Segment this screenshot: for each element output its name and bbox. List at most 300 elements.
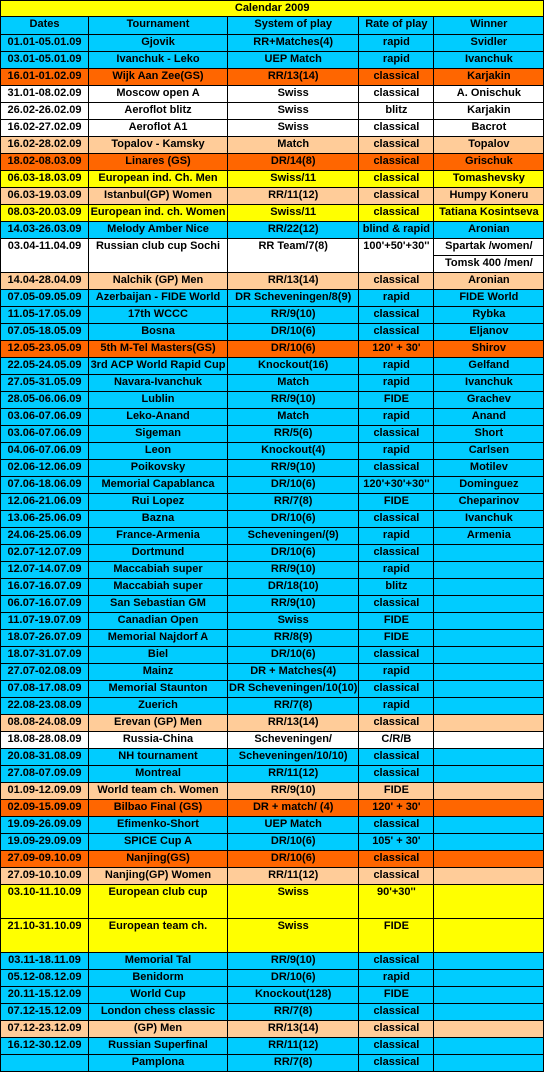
cell-tournament: Russia-China <box>89 732 228 749</box>
table-row <box>1 205 544 222</box>
cell-system: Knockout(128) <box>228 987 359 1004</box>
cell-dates: 07.08-17.08.09 <box>1 681 89 698</box>
table-row <box>1 647 544 664</box>
cell-system: DR/10(6) <box>228 324 359 341</box>
cell-dates: 01.09-12.09.09 <box>1 783 89 800</box>
cell-dates: 27.09-10.10.09 <box>1 868 89 885</box>
cell-system: RR/9(10) <box>228 953 359 970</box>
cell-dates: 20.11-15.12.09 <box>1 987 89 1004</box>
cell-tournament: France-Armenia <box>89 528 228 545</box>
cell-tournament: Poikovsky <box>89 460 228 477</box>
cell-dates: 06.07-16.07.09 <box>1 596 89 613</box>
cell-rate: classical <box>359 766 434 783</box>
cell-tournament: Maccabiah super <box>89 562 228 579</box>
cell-winner <box>434 868 544 885</box>
table-row <box>1 460 544 477</box>
cell-tournament: Canadian Open <box>89 613 228 630</box>
cell-winner <box>434 732 544 749</box>
cell-system: Scheveningen/ <box>228 732 359 749</box>
table-row <box>1 103 544 120</box>
table-row <box>1 392 544 409</box>
cell-system: RR/7(8) <box>228 1004 359 1021</box>
cell-system: RR/13(14) <box>228 715 359 732</box>
cell-dates: 18.07-26.07.09 <box>1 630 89 647</box>
cell-dates: 28.05-06.06.09 <box>1 392 89 409</box>
cell-winner: Ivanchuk <box>434 375 544 392</box>
cell-dates: 02.07-12.07.09 <box>1 545 89 562</box>
table-row <box>1 681 544 698</box>
table-row <box>1 1055 544 1072</box>
table-row <box>1 409 544 426</box>
cell-dates: 03.11-18.11.09 <box>1 953 89 970</box>
table-row <box>1 171 544 188</box>
cell-dates: 27.08-07.09.09 <box>1 766 89 783</box>
cell-dates: 07.12-23.12.09 <box>1 1021 89 1038</box>
cell-rate: FIDE <box>359 919 434 953</box>
cell-tournament: Nanjing(GP) Women <box>89 868 228 885</box>
cell-dates: 31.01-08.02.09 <box>1 86 89 103</box>
cell-dates: 14.04-28.04.09 <box>1 273 89 290</box>
cell-dates: 18.02-08.03.09 <box>1 154 89 171</box>
cell-winner-line: Spartak /women/ <box>434 239 543 256</box>
cell-rate: classical <box>359 596 434 613</box>
cell-rate: FIDE <box>359 613 434 630</box>
cell-system: RR/11(12) <box>228 766 359 783</box>
cell-system: Swiss <box>228 919 359 953</box>
table-row <box>1 596 544 613</box>
table-row <box>1 817 544 834</box>
table-row <box>1 766 544 783</box>
cell-tournament: Memorial Najdorf A <box>89 630 228 647</box>
table-row <box>1 715 544 732</box>
cell-dates: 03.06-07.06.09 <box>1 409 89 426</box>
cell-winner: Grachev <box>434 392 544 409</box>
cell-dates: 27.07-02.08.09 <box>1 664 89 681</box>
table-row <box>1 307 544 324</box>
cell-tournament: London chess classic <box>89 1004 228 1021</box>
cell-dates: 21.10-31.10.09 <box>1 919 89 953</box>
cell-system: RR Team/7(8) <box>228 239 359 273</box>
cell-winner: Gelfand <box>434 358 544 375</box>
header-row <box>1 17 544 35</box>
table-row <box>1 885 544 919</box>
cell-tournament: 17th WCCC <box>89 307 228 324</box>
cell-system: DR/14(8) <box>228 154 359 171</box>
cell-system: RR/7(8) <box>228 494 359 511</box>
cell-tournament: Bosna <box>89 324 228 341</box>
cell-tournament: Rui Lopez <box>89 494 228 511</box>
cell-rate: FIDE <box>359 494 434 511</box>
cell-winner <box>434 987 544 1004</box>
cell-winner <box>434 545 544 562</box>
cell-dates: 08.08-24.08.09 <box>1 715 89 732</box>
cell-dates: 07.06-18.06.09 <box>1 477 89 494</box>
table-row <box>1 137 544 154</box>
cell-rate: rapid <box>359 35 434 52</box>
table-row <box>1 613 544 630</box>
table-row <box>1 698 544 715</box>
cell-dates: 26.02-26.02.09 <box>1 103 89 120</box>
cell-system: RR/9(10) <box>228 596 359 613</box>
cell-tournament: Memorial Staunton <box>89 681 228 698</box>
table-row <box>1 749 544 766</box>
table-row <box>1 375 544 392</box>
table-row <box>1 154 544 171</box>
cell-winner: Tomashevsky <box>434 171 544 188</box>
cell-tournament: Azerbaijan - FIDE World <box>89 290 228 307</box>
cell-system: UEP Match <box>228 817 359 834</box>
cell-tournament: Russian club cup Sochi <box>89 239 228 273</box>
cell-system: Swiss <box>228 120 359 137</box>
table-row <box>1 443 544 460</box>
cell-tournament: Linares (GS) <box>89 154 228 171</box>
cell-winner: FIDE World <box>434 290 544 307</box>
table-row <box>1 273 544 290</box>
cell-tournament: Sigeman <box>89 426 228 443</box>
cell-system: DR Scheveningen/10(10) <box>228 681 359 698</box>
cell-tournament: Memorial Tal <box>89 953 228 970</box>
cell-dates: 19.09-26.09.09 <box>1 817 89 834</box>
cell-dates: 16.12-30.12.09 <box>1 1038 89 1055</box>
cell-tournament: 3rd ACP World Rapid Cup <box>89 358 228 375</box>
cell-tournament: Biel <box>89 647 228 664</box>
cell-winner <box>434 834 544 851</box>
cell-system: RR/13(14) <box>228 273 359 290</box>
cell-rate: FIDE <box>359 783 434 800</box>
table-row <box>1 732 544 749</box>
cell-system: Swiss <box>228 103 359 120</box>
cell-rate: rapid <box>359 290 434 307</box>
cell-winner: Ivanchuk <box>434 511 544 528</box>
cell-rate: classical <box>359 171 434 188</box>
cell-dates: 11.07-19.07.09 <box>1 613 89 630</box>
cell-dates: 03.06-07.06.09 <box>1 426 89 443</box>
table-row <box>1 834 544 851</box>
cell-dates: 24.06-25.06.09 <box>1 528 89 545</box>
table-row <box>1 341 544 358</box>
table-row <box>1 562 544 579</box>
cell-tournament: Mainz <box>89 664 228 681</box>
cell-rate: 120'+30'+30'' <box>359 477 434 494</box>
cell-rate: 120' + 30' <box>359 341 434 358</box>
cell-rate: rapid <box>359 528 434 545</box>
cell-system: RR/9(10) <box>228 562 359 579</box>
table-row <box>1 919 544 953</box>
cell-winner: Tatiana Kosintseva <box>434 205 544 222</box>
cell-rate: classical <box>359 273 434 290</box>
cell-system: Swiss <box>228 86 359 103</box>
cell-tournament: Erevan (GP) Men <box>89 715 228 732</box>
cell-tournament: Topalov - Kamsky <box>89 137 228 154</box>
cell-winner <box>434 647 544 664</box>
cell-system: Knockout(16) <box>228 358 359 375</box>
table-row <box>1 290 544 307</box>
cell-rate: classical <box>359 86 434 103</box>
cell-tournament: World team ch. Women <box>89 783 228 800</box>
cell-dates: 06.03-18.03.09 <box>1 171 89 188</box>
cell-winner <box>434 919 544 953</box>
cell-rate: rapid <box>359 375 434 392</box>
cell-winner <box>434 698 544 715</box>
cell-rate: rapid <box>359 562 434 579</box>
cell-winner <box>434 562 544 579</box>
cell-winner <box>434 953 544 970</box>
cell-tournament: Navara-Ivanchuk <box>89 375 228 392</box>
cell-tournament: Benidorm <box>89 970 228 987</box>
table-row <box>1 120 544 137</box>
cell-dates: 12.06-21.06.09 <box>1 494 89 511</box>
cell-dates: 08.03-20.03.09 <box>1 205 89 222</box>
cell-dates: 03.04-11.04.09 <box>1 239 89 273</box>
cell-system: Match <box>228 137 359 154</box>
table-row <box>1 987 544 1004</box>
cell-system: RR/7(8) <box>228 1055 359 1072</box>
cell-tournament: Nanjing(GS) <box>89 851 228 868</box>
cell-winner <box>434 1004 544 1021</box>
table-row <box>1 783 544 800</box>
cell-winner <box>434 630 544 647</box>
cell-winner: Aronian <box>434 273 544 290</box>
cell-rate: FIDE <box>359 987 434 1004</box>
cell-dates: 22.05-24.05.09 <box>1 358 89 375</box>
cell-winner <box>434 1055 544 1072</box>
cell-rate: 90'+30'' <box>359 885 434 919</box>
cell-system: RR/9(10) <box>228 783 359 800</box>
cell-rate: rapid <box>359 970 434 987</box>
cell-rate: 105' + 30' <box>359 834 434 851</box>
cell-system: DR + match/ (4) <box>228 800 359 817</box>
cell-system: Swiss/11 <box>228 205 359 222</box>
table-row <box>1 1038 544 1055</box>
cell-winner: Carlsen <box>434 443 544 460</box>
cell-dates: 03.01-05.01.09 <box>1 52 89 69</box>
cell-system: UEP Match <box>228 52 359 69</box>
cell-dates: 16.01-01.02.09 <box>1 69 89 86</box>
cell-winner: Shirov <box>434 341 544 358</box>
cell-rate: rapid <box>359 409 434 426</box>
cell-tournament: Bazna <box>89 511 228 528</box>
cell-rate: classical <box>359 1021 434 1038</box>
cell-tournament: Leko-Anand <box>89 409 228 426</box>
cell-dates: 13.06-25.06.09 <box>1 511 89 528</box>
cell-tournament: Melody Amber Nice <box>89 222 228 239</box>
cell-rate: classical <box>359 749 434 766</box>
cell-system: DR/10(6) <box>228 545 359 562</box>
cell-winner <box>434 817 544 834</box>
cell-system: RR/13(14) <box>228 1021 359 1038</box>
cell-tournament: 5th M-Tel Masters(GS) <box>89 341 228 358</box>
cell-tournament: Russian Superfinal <box>89 1038 228 1055</box>
table-row <box>1 630 544 647</box>
table-row <box>1 86 544 103</box>
cell-dates: 11.05-17.05.09 <box>1 307 89 324</box>
table-row <box>1 545 544 562</box>
cell-dates: 02.06-12.06.09 <box>1 460 89 477</box>
cell-dates: 14.03-26.03.09 <box>1 222 89 239</box>
cell-rate: rapid <box>359 698 434 715</box>
cell-rate: classical <box>359 188 434 205</box>
cell-tournament: Ivanchuk - Leko <box>89 52 228 69</box>
cell-tournament: European team ch. <box>89 919 228 953</box>
cell-dates: 02.09-15.09.09 <box>1 800 89 817</box>
cell-system: DR/10(6) <box>228 834 359 851</box>
cell-rate: blitz <box>359 103 434 120</box>
cell-dates: 12.05-23.05.09 <box>1 341 89 358</box>
table-row <box>1 1004 544 1021</box>
table-row <box>1 477 544 494</box>
cell-tournament: Aeroflot blitz <box>89 103 228 120</box>
cell-rate: blitz <box>359 579 434 596</box>
cell-tournament: Bilbao Final (GS) <box>89 800 228 817</box>
cell-tournament: Memorial Capablanca <box>89 477 228 494</box>
cell-rate: classical <box>359 69 434 86</box>
cell-tournament: SPICE Cup A <box>89 834 228 851</box>
cell-system: DR + Matches(4) <box>228 664 359 681</box>
cell-winner: Grischuk <box>434 154 544 171</box>
cell-winner: Armenia <box>434 528 544 545</box>
cell-system: RR/9(10) <box>228 307 359 324</box>
cell-tournament: (GP) Men <box>89 1021 228 1038</box>
cell-winner <box>434 596 544 613</box>
cell-dates: 22.08-23.08.09 <box>1 698 89 715</box>
cell-dates: 27.09-09.10.09 <box>1 851 89 868</box>
cell-tournament: Pamplona <box>89 1055 228 1072</box>
cell-system: RR/5(6) <box>228 426 359 443</box>
cell-winner: Svidler <box>434 35 544 52</box>
cell-winner: Karjakin <box>434 103 544 120</box>
cell-system: Scheveningen/10/10) <box>228 749 359 766</box>
cell-system: Swiss <box>228 613 359 630</box>
cell-winner <box>434 1021 544 1038</box>
cell-rate: FIDE <box>359 392 434 409</box>
cell-system: DR/10(6) <box>228 970 359 987</box>
cell-tournament: Montreal <box>89 766 228 783</box>
cell-rate: classical <box>359 324 434 341</box>
cell-dates: 07.05-18.05.09 <box>1 324 89 341</box>
cell-dates: 27.05-31.05.09 <box>1 375 89 392</box>
cell-rate: classical <box>359 953 434 970</box>
cell-tournament: San Sebastian GM <box>89 596 228 613</box>
cell-tournament: European ind. Ch. Men <box>89 171 228 188</box>
header-winner: Winner <box>434 17 544 35</box>
cell-rate: classical <box>359 137 434 154</box>
cell-system: RR/8(9) <box>228 630 359 647</box>
cell-winner <box>434 613 544 630</box>
cell-dates: 12.07-14.07.09 <box>1 562 89 579</box>
cell-winner <box>434 885 544 919</box>
table-row <box>1 324 544 341</box>
cell-winner <box>434 715 544 732</box>
cell-winner: Eljanov <box>434 324 544 341</box>
cell-tournament: European ind. ch. Women <box>89 205 228 222</box>
cell-tournament: Leon <box>89 443 228 460</box>
cell-rate: rapid <box>359 358 434 375</box>
cell-tournament: Lublin <box>89 392 228 409</box>
cell-rate: classical <box>359 426 434 443</box>
cell-winner: A. Onischuk <box>434 86 544 103</box>
cell-winner <box>434 800 544 817</box>
table-row <box>1 953 544 970</box>
cell-system: RR/11(12) <box>228 868 359 885</box>
cell-winner: Rybka <box>434 307 544 324</box>
cell-dates: 03.10-11.10.09 <box>1 885 89 919</box>
cell-tournament: Zuerich <box>89 698 228 715</box>
cell-system: DR/10(6) <box>228 851 359 868</box>
cell-tournament: Nalchik (GP) Men <box>89 273 228 290</box>
table-row <box>1 528 544 545</box>
cell-rate: FIDE <box>359 630 434 647</box>
cell-tournament: Aeroflot A1 <box>89 120 228 137</box>
cell-rate: classical <box>359 307 434 324</box>
cell-system: Scheveningen/(9) <box>228 528 359 545</box>
table-row <box>1 800 544 817</box>
header-system: System of play <box>228 17 359 35</box>
cell-tournament: Dortmund <box>89 545 228 562</box>
table-row <box>1 664 544 681</box>
table-row <box>1 69 544 86</box>
cell-winner <box>434 579 544 596</box>
cell-dates: 06.03-19.03.09 <box>1 188 89 205</box>
cell-rate: rapid <box>359 443 434 460</box>
cell-winner: Karjakin <box>434 69 544 86</box>
cell-dates: 07.05-09.05.09 <box>1 290 89 307</box>
cell-dates: 01.01-05.01.09 <box>1 35 89 52</box>
cell-dates: 16.02-27.02.09 <box>1 120 89 137</box>
table-row <box>1 426 544 443</box>
cell-rate: classical <box>359 120 434 137</box>
cell-rate: classical <box>359 545 434 562</box>
cell-winner: Bacrot <box>434 120 544 137</box>
cell-winner <box>434 970 544 987</box>
cell-tournament: Efimenko-Short <box>89 817 228 834</box>
cell-winner <box>434 851 544 868</box>
table-row <box>1 1021 544 1038</box>
cell-system: RR/11(12) <box>228 1038 359 1055</box>
table-row <box>1 35 544 52</box>
cell-system: RR/9(10) <box>228 392 359 409</box>
cell-rate: classical <box>359 511 434 528</box>
cell-rate: classical <box>359 647 434 664</box>
cell-dates: 05.12-08.12.09 <box>1 970 89 987</box>
cell-winner: Anand <box>434 409 544 426</box>
cell-system: DR/10(6) <box>228 647 359 664</box>
cell-rate: classical <box>359 1004 434 1021</box>
cell-tournament: World Cup <box>89 987 228 1004</box>
cell-rate: classical <box>359 868 434 885</box>
cell-tournament: Istanbul(GP) Women <box>89 188 228 205</box>
title-row <box>1 1 544 17</box>
cell-dates <box>1 1055 89 1072</box>
cell-system: Knockout(4) <box>228 443 359 460</box>
cell-system: RR/13(14) <box>228 69 359 86</box>
cell-rate: classical <box>359 1038 434 1055</box>
cell-system: Match <box>228 409 359 426</box>
cell-dates: 18.08-28.08.09 <box>1 732 89 749</box>
table-row <box>1 52 544 69</box>
cell-system: RR/7(8) <box>228 698 359 715</box>
cell-dates: 16.07-16.07.09 <box>1 579 89 596</box>
table-row <box>1 511 544 528</box>
cell-rate: 120' + 30' <box>359 800 434 817</box>
calendar-title: Calendar 2009 <box>1 1 544 17</box>
cell-winner <box>434 664 544 681</box>
table-row <box>1 579 544 596</box>
cell-rate: rapid <box>359 664 434 681</box>
cell-winner <box>434 749 544 766</box>
cell-winner: Aronian <box>434 222 544 239</box>
cell-tournament: NH tournament <box>89 749 228 766</box>
cell-dates: 16.02-28.02.09 <box>1 137 89 154</box>
